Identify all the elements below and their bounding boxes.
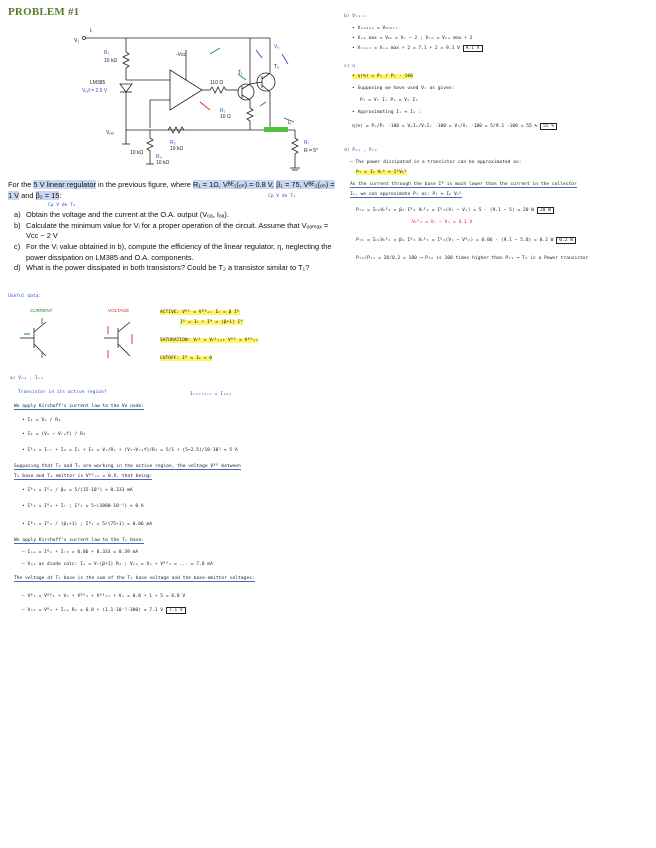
r4-value: 10 kΩ <box>156 160 170 166</box>
rl-label: Rₗ <box>304 140 309 146</box>
eq-pt: Pₜ = Iᴄ Vᴄᴱ ≈ IᴱVᴄᴱ <box>356 170 407 175</box>
part-c-heading: c) η <box>344 64 356 69</box>
output-node-highlight <box>264 127 288 132</box>
eq-vb1: – Vᴮ₁ = Vᴮᴱ₁ + Vₒ + Vᴮᴱ₂ + Vᴮᴱₒₙ + Vₒ = 0.8 + 1 + 5 = 6.8 V <box>22 594 186 599</box>
vcc-label: -Vᴄᴄ <box>176 52 186 58</box>
r6-value: 10 Ω <box>220 114 231 120</box>
ii-label: Iᵢ <box>90 28 93 34</box>
intro-highlight-regulator: 5 V linear regulator <box>33 180 96 189</box>
problem-statement <box>8 180 340 274</box>
r5-value: 110 Ω <box>210 80 224 86</box>
r4-resistor <box>147 138 153 151</box>
vout-node-label: Vₒᵤₜ <box>106 130 115 136</box>
vimin-result-box: 9.1 V <box>463 45 483 52</box>
intro-highlight-params-1: R₁ = 1Ω, Vᴮᴱ₁(ₒₙ) = 0.8 V, <box>192 180 275 189</box>
part-b-heading: b) Vᵢₘᵢₙ <box>344 14 367 19</box>
eq-base-current-note: As the current through the base Iᴮ is much lower than the current in the collector <box>350 182 577 187</box>
eq-voamax-2: • Vₒₐ max = Vᴄᴄ = Vᵢ − 2 ; Vᵢₘ = Vₒₐ max + 2 <box>352 36 473 41</box>
eq-voa-diode: – Vₒₐ as diode calc: Iₒ = Vᵣ(β+1) R₃ ; Vₒₐ = Vₒ + Vᴮᴱ₁ = ... = 7.0 mA <box>22 562 213 567</box>
cutoff-eq: CUTOFF: Iᴮ = Iᴄ = 0 <box>160 356 212 361</box>
voltage-label: VOLTAGE <box>108 308 130 313</box>
eq-ib1: • Iᴮ₁ = Iᴱ₁ / (β₁+1) ; Iᴮ₁ = 5/(75+1) = 0.06 mA <box>22 522 152 527</box>
eq-voamax: • Vₒₐₘₐₓ = Vᴄᴄₘᵢₙ <box>352 26 398 31</box>
part-a-note-2: Iₒₐₜₜₑₙₜ = Iₑₘₐ <box>190 392 232 397</box>
vref-label: Vᵣₑf = 2.5 V <box>82 88 108 94</box>
eq-i4: • I₄ = (Vₒ − Vᵣₑf) / R₄ <box>22 432 86 437</box>
note-vt1: Cp V de T₁ <box>268 194 296 200</box>
current-label: CURRENT <box>30 308 53 313</box>
eq-efficiency: • η(%) = Pₒ / Pᵢ · 100 <box>352 74 413 79</box>
r1-label: R₁ <box>104 50 110 56</box>
eq-supposing: • Supposing we have used Vᵢ as given: <box>352 86 455 91</box>
useful-data-heading: Useful data: <box>8 294 42 299</box>
eq-power-ratio: Pₜ₂/Pₜ₁ = 20/0.2 = 100 ⟶ Pₜ₂ is 100 times higher than Pₜ₁ ⟶ T₂ is a Power transistor <box>356 256 589 261</box>
assume-active-1: Supposing that T₂ and T₁ are working in the active region, the voltage Vᴮᴱ between <box>14 464 241 469</box>
voltage-t1-base: The voltage at T₁ base is the sum of the T₁ base voltage and the base-emitter voltages: <box>14 576 255 581</box>
vout-label: Vₒ <box>274 44 280 50</box>
question-a: a) Obtain the voltage and the current at the O.A. output (Vₒₐ, Iₒₐ). <box>14 210 229 220</box>
input-terminal <box>83 37 86 40</box>
pt1-result-box: 0.2 W <box>556 237 576 244</box>
part-d-heading: d) Pₜ₁ , Pₜ₂ <box>344 148 378 153</box>
pt2-result-box: 20 W <box>537 207 554 214</box>
eq-pt2: Pₜ₂ = Iᴄ₂Vᴄᴱ₂ = β₂ Iᴮ₂ Vᴄᴱ₂ = Iᴱ₂(Vᵢ − Vₒ) = 5 · (9.1 − 5) = 20 W 20 W <box>356 206 554 215</box>
eq-power-approx: – The power dissipated in a transistor can be approximated as: <box>350 160 522 165</box>
r1-resistor <box>123 52 129 68</box>
t1-label: T₁ <box>238 70 243 76</box>
kcl-t1-base: We apply Kirchoff's current law to the T₁ base: <box>14 538 144 543</box>
bjt-sketches <box>12 304 152 370</box>
io-label: Iₒ <box>288 120 292 126</box>
eq-vce2: Vᴄᴱ₂ = Vᵢ − Vₒ = 4.1 V <box>412 220 473 225</box>
lm385-label: LM385 <box>90 80 106 86</box>
eq-i1: • I₁ = Vₒ / R₁ <box>22 418 61 423</box>
question-b: b) Calculate the minimum value for Vᵢ for a proper operation of the circuit. Assume that Vₒₐₘₐₓ = Vᴄᴄ − 2 V <box>14 220 329 241</box>
eq-voa: – Vₒₐ = Vᴮ₁ + Iₒₐ R₃ = 6.8 + (1.1·10⁻³·300) = 7.1 V 7.1 V <box>22 606 186 615</box>
rl-value: R = 5° <box>304 148 319 154</box>
r1-value: 10 kΩ <box>104 58 118 64</box>
intro-highlight-beta2: β₂ = 15 <box>35 190 60 200</box>
eq-ie1: • Iᴱ₁ = Iᴮ₂ + Iᵣ ; Iᴱ₁ = 5−(1000·10⁻³) ≈ 0 A <box>22 504 144 509</box>
intro-highlight-params-2: β₁ = 75, Vᴮᴱ₂(ₒₙ) = 1 V <box>8 180 335 200</box>
assume-active-2: T₂ base and T₁ emitter is Vᴮᴱₒₙ = 0.V, that being: <box>14 474 153 479</box>
intro-text-mid: in the previous figure, where <box>95 180 193 189</box>
v1-label: V₁ <box>74 38 80 44</box>
eq-pt-approx: Iᴄ, we can approximate Pₜ as: Pₜ ≈ Iᴄ Vᴄᴱ <box>350 192 462 197</box>
intro-text-and: and <box>19 190 36 200</box>
active-region-eq-2: Iᴱ = Iᴄ + Iᴮ = (β+1) Iᴮ <box>180 320 244 325</box>
eq-power-defs: Pᵢ = Vᵢ Iᵢ Pₒ = Vₒ Iₒ <box>360 98 419 103</box>
question-list <box>8 210 340 274</box>
efficiency-result-box: 55 % <box>540 123 557 130</box>
active-region-eq: ACTIVE: Vᴮᴱ = Vᴮᴱₒₙ Iᴄ = β Iᴮ <box>160 310 240 315</box>
eq-ioa: – Iₒₐ = Iᴮ₁ + Iᵣ₃ = 0.06 + 0.333 = 0.39 mA <box>22 550 139 555</box>
intro-text: For the <box>8 180 34 189</box>
eq-ib2: • Iᴮ₂ = Iᴱ₂ / β₂ = 5/(15·10³) ≈ 0.333 mA <box>22 488 133 493</box>
regulator-circuit-diagram <box>60 14 350 180</box>
eq-approx: • Approximating Iᵢ ≈ Iₒ : <box>352 110 422 115</box>
eq-pt1: Pₜ₁ = Iᴄ₁Vᴄᴱ₁ = β₁ Iᴮ₁ Vᴄᴱ₁ = Iᴱ₁(Vᵢ − Vᴮ₂) = 0.06 · (9.1 − 5.8) = 0.2 W 0.2 W <box>356 236 576 245</box>
voa-result-box: 7.1 V <box>166 607 186 614</box>
r5-resistor <box>210 87 226 93</box>
saturation-eq: SATURATION: Vᴄᴱ = Vᴄᴱₛₐₜ Vᴮᴱ = Vᴮᴱₒₙ <box>160 338 259 343</box>
r4-label: R₄ <box>156 154 162 160</box>
r2-value-label: 10 kΩ <box>130 150 144 156</box>
eq-efficiency-result: η(%) = Pₒ/Pᵢ ·100 = VₒIₒ/VᵢIᵢ ·100 = Vₒ/Vᵢ ·100 = 5/9.1 ·100 = 55 % 55 % <box>352 122 557 131</box>
part-a-heading: a) Vₒₐ , Iₒₐ <box>10 376 44 381</box>
note-vt2: Cp V de T₂ <box>48 203 76 209</box>
rl-resistor <box>292 138 298 154</box>
r6-resistor <box>247 108 253 121</box>
t2-label: T₂ <box>274 64 279 70</box>
eq-vimin: • Vᵢₘᵢₙ = Vₒₐ max + 2 = 7.1 + 2 = 9.1 V 9.1 V <box>352 44 483 53</box>
r3-label: R₃ <box>170 140 176 146</box>
kcl-vo-node: We apply Kirchoff's current law to the Vo node: <box>14 404 144 409</box>
eq-ie2: • Iᴱ₂ = Iᵣₗ + I₄ = Iₒ + I₄ = Vₒ/Rₗ + (Vₒ−Vᵣₑf)/R₄ = 5/1 + (5−2.5)/10·10³ ≈ 5 A <box>22 448 238 453</box>
r3-value: 10 kΩ <box>170 146 184 152</box>
problem-title: PROBLEM #1 <box>8 6 80 18</box>
part-a-note: Transistor in its active region? <box>18 390 107 395</box>
lm385-zener <box>120 84 132 92</box>
question-c: c) For the Vᵢ value obtained in b), compute the efficiency of the linear regulator, η, neglecting the power dissipation on LM385 and O.A. components. <box>14 241 332 262</box>
problem-intro: For the 5 V linear regulator in the previous figure, where R₁ = 1Ω, Vᴮᴱ₁(ₒₙ) = 0.8 V, β₁ = 75, Vᴮᴱ₂(ₒₙ) = 1 V and β₂ = 15: <box>8 180 335 200</box>
question-d: d) What is the power dissipated in both transistors? Could be T₂ a transistor similar to T₁? <box>14 263 310 273</box>
r2-label: R₂ <box>220 108 226 114</box>
